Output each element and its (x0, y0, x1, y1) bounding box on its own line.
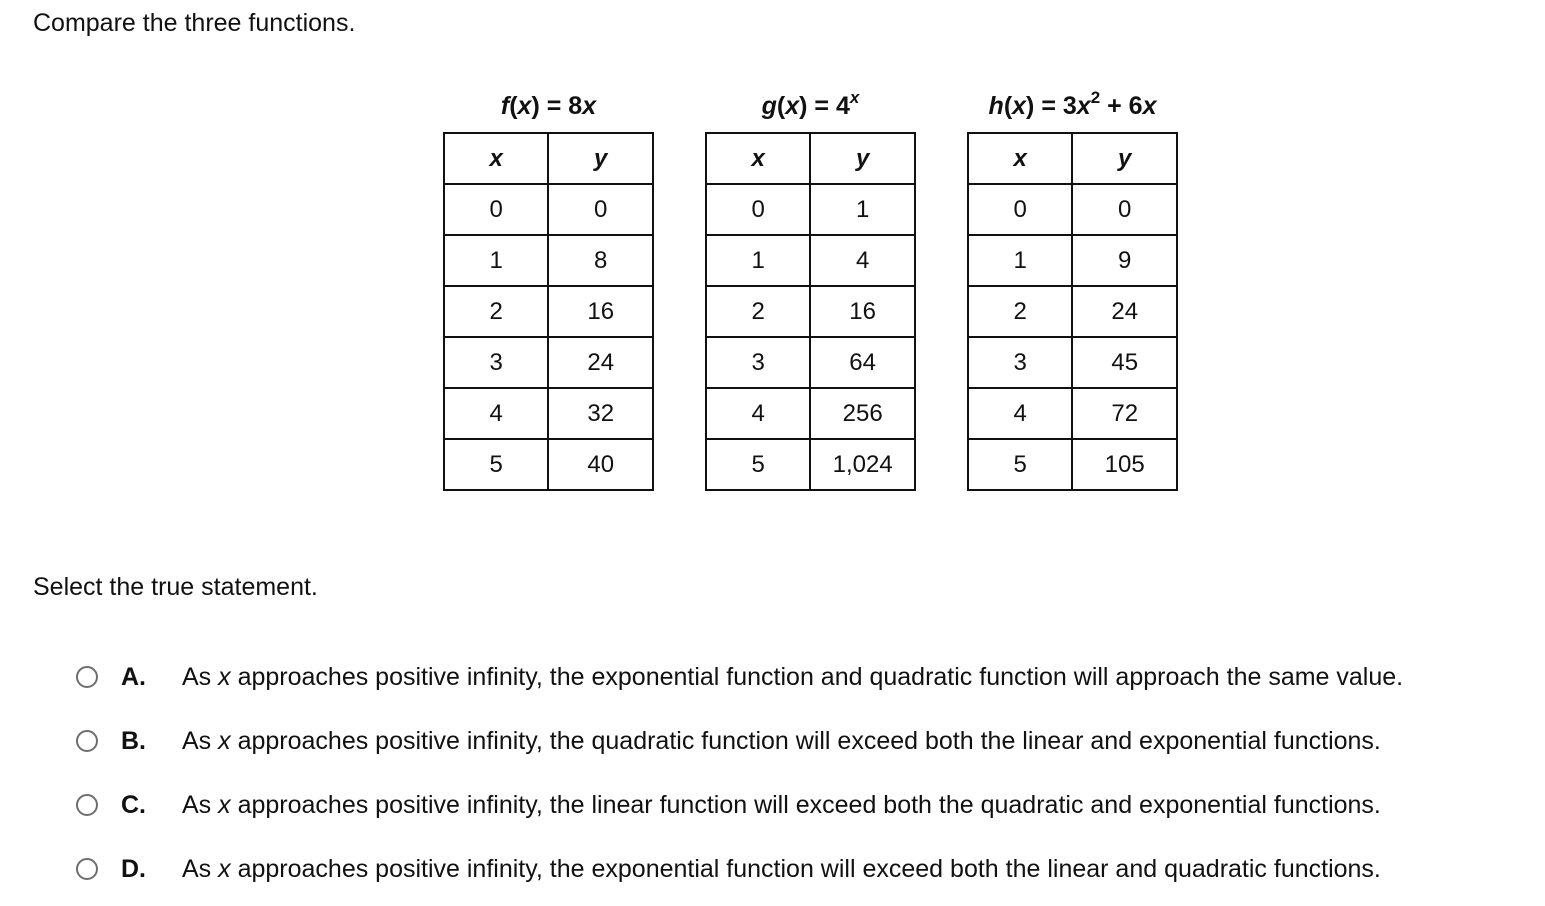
function-f-table (443, 132, 654, 491)
cell-x: 0 (444, 184, 548, 235)
choice-letter: B. (121, 727, 146, 755)
cell-y: 24 (548, 337, 653, 388)
cell-y: 16 (548, 286, 653, 337)
cell-y: 72 (1072, 388, 1177, 439)
cell-y: 24 (1072, 286, 1177, 337)
table-row (968, 286, 1177, 337)
cell-x: 3 (968, 337, 1072, 388)
choice-c[interactable] (0, 788, 1545, 828)
table-row (968, 388, 1177, 439)
cell-x: 4 (968, 388, 1072, 439)
function-g-table (705, 132, 916, 491)
choice-b[interactable] (0, 724, 1545, 764)
table-row (706, 439, 915, 490)
table-row (706, 337, 915, 388)
table-header-row (706, 133, 915, 184)
radio-button-icon[interactable] (76, 730, 98, 752)
question-prompt: Compare the three functions. (33, 9, 356, 37)
table-row (706, 286, 915, 337)
table-row (968, 235, 1177, 286)
cell-y: 45 (1072, 337, 1177, 388)
cell-x: 2 (444, 286, 548, 337)
cell-y: 1,024 (810, 439, 915, 490)
cell-x: 1 (706, 235, 810, 286)
table-row (968, 439, 1177, 490)
header-y: y (548, 133, 653, 184)
cell-y: 256 (810, 388, 915, 439)
cell-y: 1 (810, 184, 915, 235)
function-h-title: $h(x) = 3x^2 + 6x$ (988, 87, 1157, 120)
cell-x: 1 (968, 235, 1072, 286)
cell-x: 0 (706, 184, 810, 235)
cell-x: 2 (968, 286, 1072, 337)
radio-button-icon[interactable] (76, 794, 98, 816)
header-x: x (968, 133, 1072, 184)
choice-a[interactable] (0, 660, 1545, 700)
radio-button-icon[interactable] (76, 858, 98, 880)
function-h-table (967, 132, 1178, 491)
table-row (444, 286, 653, 337)
cell-y: 32 (548, 388, 653, 439)
cell-x: 1 (444, 235, 548, 286)
cell-y: 16 (810, 286, 915, 337)
choice-letter: C. (121, 791, 146, 819)
cell-y: 0 (1072, 184, 1177, 235)
header-y: y (810, 133, 915, 184)
table-row (444, 184, 653, 235)
choice-letter: A. (121, 663, 146, 691)
header-y: y (1072, 133, 1177, 184)
header-x: x (706, 133, 810, 184)
cell-x: 5 (706, 439, 810, 490)
cell-y: 105 (1072, 439, 1177, 490)
choice-d[interactable] (0, 852, 1545, 892)
function-g-title: $g(x) = 4^x$ (761, 87, 860, 120)
table-row (968, 337, 1177, 388)
table-row (706, 388, 915, 439)
cell-x: 5 (444, 439, 548, 490)
cell-x: 5 (968, 439, 1072, 490)
table-header-row (968, 133, 1177, 184)
function-f-title: f(x) = 8x (500, 92, 597, 120)
radio-button-icon[interactable] (76, 666, 98, 688)
function-h (967, 87, 1178, 478)
cell-x: 4 (444, 388, 548, 439)
function-f (443, 88, 654, 478)
choice-text: As x approaches positive infinity, the exponential function and quadratic function will approach the same value. (182, 663, 1404, 691)
function-g (705, 87, 916, 478)
cell-y: 4 (810, 235, 915, 286)
table-row (706, 184, 915, 235)
table-row (706, 235, 915, 286)
table-row (444, 439, 653, 490)
cell-y: 40 (548, 439, 653, 490)
table-header-row (444, 133, 653, 184)
cell-y: 9 (1072, 235, 1177, 286)
table-row (968, 184, 1177, 235)
choice-letter: D. (121, 855, 146, 883)
cell-x: 3 (706, 337, 810, 388)
choice-text: As x approaches positive infinity, the quadratic function will exceed both the linear and exponential functions. (182, 727, 1381, 755)
select-prompt: Select the true statement. (33, 573, 318, 601)
cell-y: 8 (548, 235, 653, 286)
table-row (444, 388, 653, 439)
table-row (444, 235, 653, 286)
cell-x: 4 (706, 388, 810, 439)
header-x: x (444, 133, 548, 184)
table-row (444, 337, 653, 388)
cell-y: 0 (548, 184, 653, 235)
choice-text: As x approaches positive infinity, the linear function will exceed both the quadratic and exponential functions. (182, 791, 1381, 819)
cell-x: 0 (968, 184, 1072, 235)
cell-y: 64 (810, 337, 915, 388)
cell-x: 3 (444, 337, 548, 388)
choice-text: As x approaches positive infinity, the exponential function will exceed both the linear and quadratic functions. (182, 855, 1381, 883)
cell-x: 2 (706, 286, 810, 337)
